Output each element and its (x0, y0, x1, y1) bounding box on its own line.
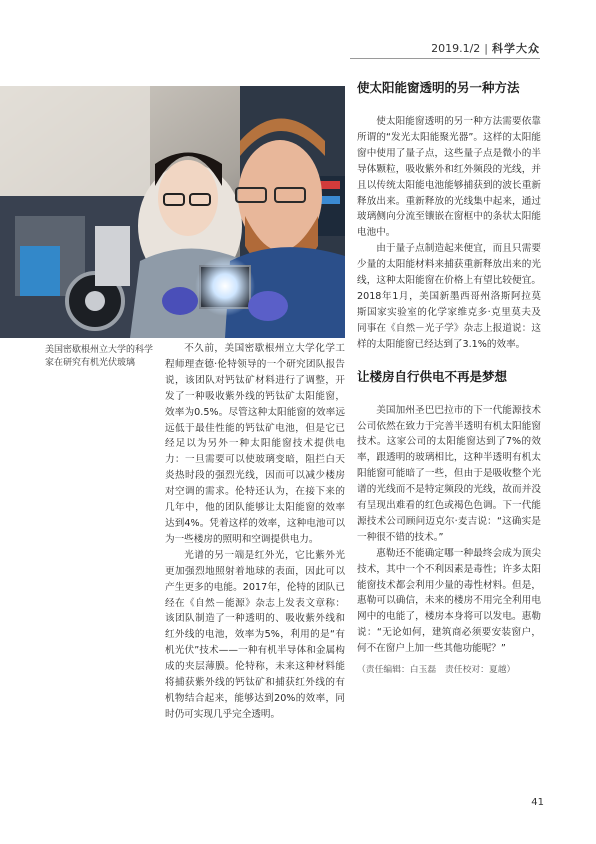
running-header (431, 40, 540, 56)
header-separator: | (484, 42, 488, 55)
body-paragraph: 光谱的另一端是红外光，它比紫外光更加强烈地照射着地球的表面，因此可以产生更多的电能。2017年，伦特的团队已经在《自然－能源》杂志上发表文章称：该团队制造了一种透明的、吸收紫外线和红外线的电池，效率为5%，利用的是“有机光伏”技术——一种有机半导体和金属构成的夹层薄膜。伦特称，未来这种材料能将捕获紫外线的钙钛矿和捕获红外线的有机物结合起来，能够达到20%的效率，同时仍可实现几乎完全透明。 (165, 549, 345, 720)
issue-date: 2019.1/2 (431, 42, 481, 55)
section-heading: 让楼房自行供电不再是梦想 (357, 368, 508, 384)
body-paragraph: 不久前，美国密歇根州立大学化学工程师理查德·伦特领导的一个研究团队报告说，该团队对钙钛矿材料进行了调整，开发了一种吸收紫外线的钙钛矿太阳能窗，效率为0.5%。尽管这种太阳能窗的效率远远低于最佳性能的钙钛矿电池，但是它已经足以为另外一种太阳能窗技术提供电力：一旦需要可以使玻璃变暗，阻拦白天炎热时段的强烈光线，因而可以减少楼房对空调的需求。伦特还认为，在接下来的几年中，他的团队能够让太阳能窗的效率达到4%。凭着这样的效率，这种电池可以为一些楼房的照明和空调提供电力。 (165, 343, 345, 545)
page-number: 41 (531, 797, 544, 808)
body-paragraph: 美国加州圣巴巴拉市的下一代能源技术公司依然在致力于完善半透明有机太阳能窗技术。这家公司的太阳能窗达到了7%的效率，跟透明的玻璃相比，这种半透明有机太阳能窗可能暗了一些，但由于是吸收整个光谱的光线而不是特定频段的光线，故而并没有呈现出难看的红色或褐色色调。下一代能源技术公司顾问迈克尔·麦吉说：“这确实是一种很不错的技术。” (357, 404, 541, 543)
header-rule (350, 58, 540, 59)
body-paragraph: 惠勒还不能确定哪一种最终会成为顶尖技术，其中一个不利因素是毒性；许多太阳能窗技术都会利用少量的毒性材料。但是，惠勒可以确信，未来的楼房不用完全利用电网中的电能了，楼房本身将可以发电。惠勒说：“无论如何，建筑商必须要安装窗户，何不在窗户上加一些其他功能呢？” (357, 547, 541, 655)
magazine-brand: 科学大众 (492, 42, 540, 55)
section-heading: 使太阳能窗透明的另一种方法 (357, 80, 520, 95)
editor-credit: （责任编辑：白玉磊 责任校对：夏越） (357, 665, 516, 676)
body-paragraph: 由于量子点制造起来便宜，而且只需要少量的太阳能材料来捕获重新释放出来的光线，这种太阳能窗在价格上有望比较便宜。2018年1月，美国新墨西哥州洛斯阿拉莫斯国家实验室的化学家维克多·克里莫夫及同事在《自然－光子学》杂志上报道说：这样的太阳能窗已经达到了3.1%的效率。 (357, 243, 541, 350)
photo-caption: 美国密歇根州立大学的科学家在研究有机光伏玻璃 (45, 345, 154, 368)
right-column (357, 78, 541, 679)
article-photo (0, 86, 345, 338)
body-paragraph: 使太阳能窗透明的另一种方法需要依靠所谓的“发光太阳能聚光器”。这样的太阳能窗中使用了量子点，这些量子点是微小的半导体颗粒，吸收紫外和红外频段的光线，并且以传统太阳能电池能够捕获到的波长重新释放出来。重新释放的光线集中起来，通过玻璃侧向分流至镶嵌在窗框中的条状太阳能电池中。 (357, 116, 541, 239)
middle-column (165, 341, 345, 723)
